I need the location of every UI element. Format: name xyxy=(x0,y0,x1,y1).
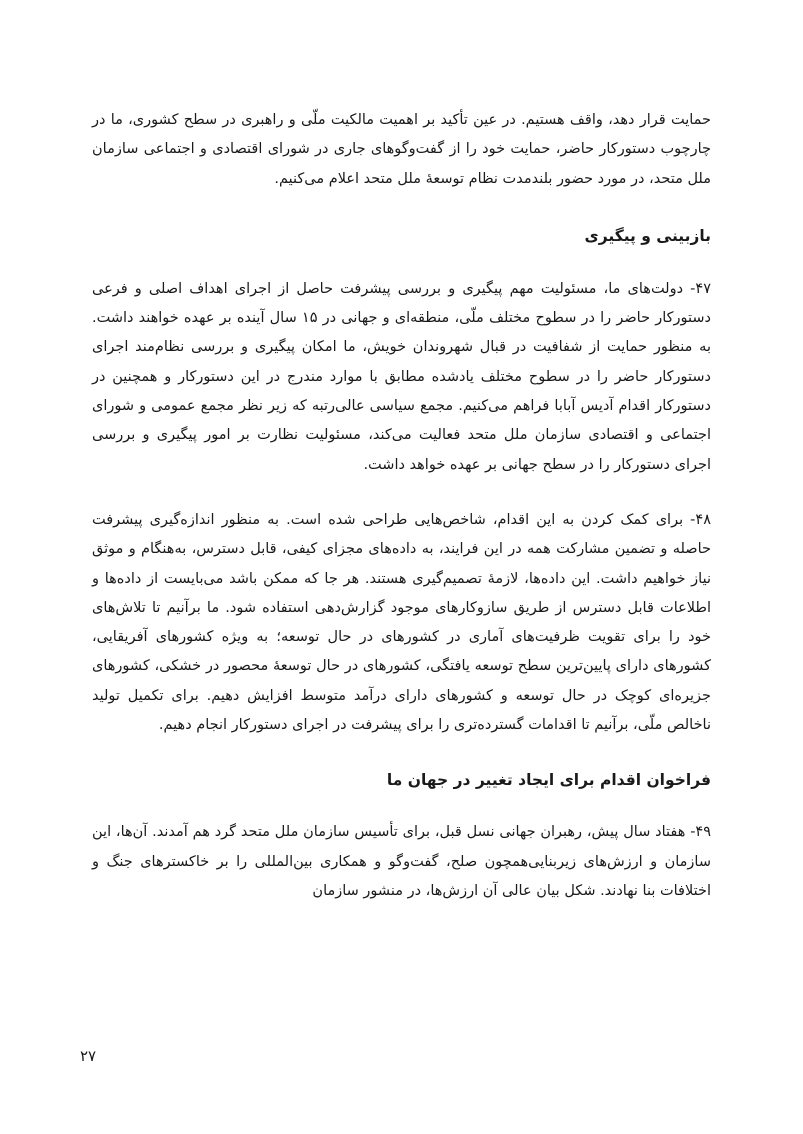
section-heading-monitoring: بازبینی و پیگیری xyxy=(584,226,711,245)
paragraph-47: ۴۷- دولت‌های ما، مسئولیت مهم پیگیری و بررسی پیشرفت حاصل از اجرای اهداف اصلی و فرعی دستورکار حاضر را در سطوح مختلف ملّی، منطقه‌ای و جهانی در ۱۵ سال آینده بر عهده خواهند داشت. به منظور حمایت از شفافیت در قبال شهروندان خویش، ما امکان پیگیری و بررسی نظام‌مند اجرای دستورکار حاضر را در سطوح مختلف یادشده مطابق با موارد مندرج در این دستورکار و همچنین در دستورکار اقدام آدیس آبابا فراهم می‌کنیم. مجمع سیاسی عالی‌رتبه که زیر نظر مجمع عمومی و شورای اجتماعی و اقتصادی سازمان ملل متحد فعالیت می‌کند، مسئولیت نظارت بر امور پیگیری و بررسی اجرای دستورکار را در سطح جهانی بر عهده خواهد داشت. xyxy=(92,280,711,473)
section-heading-call-to-action: فراخوان اقدام برای ایجاد تغییر در جهان ما xyxy=(386,771,711,790)
paragraph-intro: حمایت قرار دهد، واقف هستیم. در عین تأکید بر اهمیت مالکیت ملّی و راهبری در سطح کشوری، ما در چارچوب دستورکار حاضر، حمایت خود را از گفت‌وگوهای جاری در شورای اقتصادی و اجتماعی سازمان ملل متحد، در مورد حضور بلندمدت نظام توسعهٔ ملل متحد اعلام می‌کنیم. xyxy=(92,112,711,187)
page-number: ۲۷ xyxy=(80,1047,97,1065)
paragraph-48: ۴۸- برای کمک کردن به این اقدام، شاخص‌هایی طراحی شده است. به منظور اندازه‌گیری پیشرفت حاصله و تضمین مشارکت همه در این فرایند، به داده‌های مجزای کیفی، قابل دسترس، به‌هنگام و موثق نیاز خواهیم داشت. این داده‌ها، لازمهٔ تصمیم‌گیری هستند. هر جا که ممکن باشد می‌بایست از داده‌ها و اطلاعات قابل دسترس از طریق سازوکارهای موجود گزارش‌دهی استفاده شود. ما برآنیم تا تلاش‌های خود را برای تقویت ظرفیت‌های آماری در کشورهای در حال توسعه؛ به ویژه کشورهای آفریقایی، کشورهای دارای پایین‌ترین سطح توسعه یافتگی، کشورهای در حال توسعهٔ محصور در خشکی، کشورهای جزیره‌ای کوچک در حال توسعه و کشورهای دارای درآمد متوسط افزایش دهیم. برای تکمیل تولید ناخالص ملّی، برآنیم تا اقدامات گسترده‌تری را برای پیشرفت در اجرای دستورکار انجام دهیم. xyxy=(92,511,711,734)
paragraph-49: ۴۹- هفتاد سال پیش، رهبران جهانی نسل قبل، برای تأسیس سازمان ملل متحد گرد هم آمدند. آن‌ها، این سازمان و ارزش‌های زیربنایی‌همچون صلح، گفت‌وگو و همکاری بین‌المللی را بر خاکسترهای جنگ و اختلافات بنا نهادند. شکل بیان عالی آن ارزش‌ها، در منشور سازمان xyxy=(92,824,711,899)
document-page xyxy=(92,106,711,906)
